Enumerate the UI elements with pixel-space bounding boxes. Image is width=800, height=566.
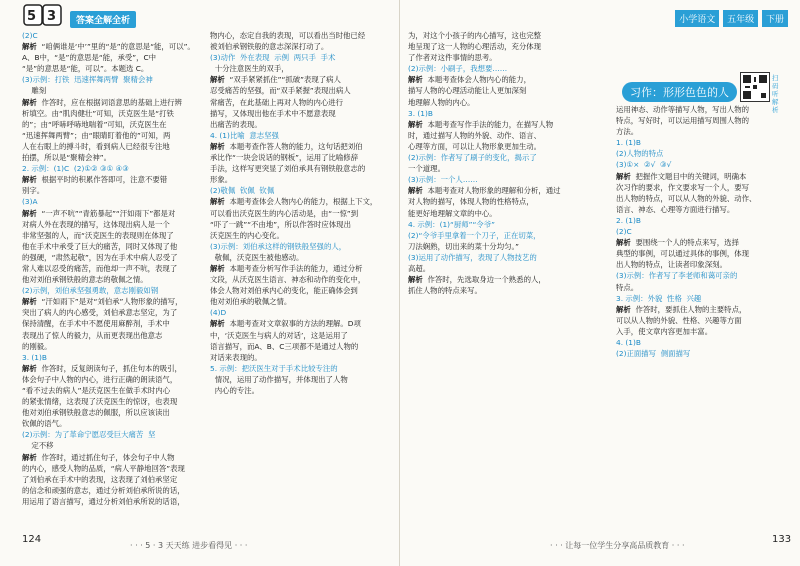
text-line: 物内心，态定自我的表现，可以看出当时他已经 <box>210 31 366 40</box>
text-line: 非常坚强的人，而“沃克医生的表现则在体现了 <box>22 230 174 240</box>
left-column-1 <box>22 30 200 507</box>
text-line: 人在右眼上的搏斗时，看到病人已经很专注地 <box>22 141 170 151</box>
text-line: 解析 作答时，通过抓住句子，体会句子中人物 <box>22 452 175 462</box>
text-line: 可以看出沃克医生的内心活动是，由“一惊”到 <box>210 208 359 218</box>
text-line: 抓住人物的特点来写。 <box>408 286 482 296</box>
text-line: 语言、神态、心理等方面进行描写。 <box>616 204 735 214</box>
text-line: 典型的事例，可以通过具体的事例，体现 <box>616 249 750 259</box>
text-line: 解析 “咱俩谁是‘中’”里的“是”的意思是“能，可以”。 <box>22 42 195 52</box>
analysis-label: 解析 <box>210 141 225 151</box>
text-line: 忍受痛苦的坚强，而“双手紧握”表现出病人 <box>210 86 351 96</box>
text-line: (2)示例：为了革命宁愿忍受巨大痛苦 坚 <box>22 430 156 440</box>
text-line: 被刘伯承钢铁般的意志深深打动了。 <box>210 42 329 52</box>
text-line: 入手，使文章内容更加丰富。 <box>616 326 713 336</box>
text-line: 敬佩，沃克医生被他感动。 <box>210 252 304 262</box>
text-line: 体会人物对刘伯承内心的变化，能正确体会到 <box>210 286 358 296</box>
page-number-left: 124 <box>22 534 42 545</box>
text-line: 地呈现了这一人物的心理活动，充分体现 <box>408 42 542 52</box>
text-line: (2)示例，刘伯承坚强勇敢，意志刚毅如钢 <box>22 286 159 296</box>
analysis-label: 解析 <box>616 171 631 181</box>
text-line: 文段，从沃克医生语言、神态和动作的变化中， <box>210 275 366 285</box>
text-line: 的内心，感受人物的品质，“病人平静地回答”表现 <box>22 463 185 473</box>
text-line: 刀法娴熟，切出来的菜十分均匀。” <box>408 241 519 251</box>
grade-tag-grade: 五年级 <box>723 10 758 27</box>
text-line: (2)示例：作者写了刷子的变化，揭示了 <box>408 153 537 163</box>
logo-icon <box>22 2 64 28</box>
analysis-label: 解析 <box>616 304 631 314</box>
text-line: 别字。 <box>22 186 45 196</box>
analysis-label: 解析 <box>22 97 37 107</box>
text-line: 描写人物的心理活动能让人更加深刻 <box>408 86 527 96</box>
page-number-right: 133 <box>772 534 792 545</box>
text-line: 手法，这样写更突显了刘伯承具有钢铁般意志的 <box>210 164 366 174</box>
text-line: 常痛苦，在此基础上再对人物的内心进行 <box>210 97 344 107</box>
text-line: 4. (1)B <box>616 337 641 347</box>
right-column-2 <box>616 104 794 359</box>
analysis-label: 解析 <box>408 75 423 85</box>
text-line: 3. (1)B <box>408 108 433 118</box>
text-line: 的紧张情绪，这表现了沃克医生的惊讶，也表现 <box>22 397 178 407</box>
qr-code-icon[interactable] <box>740 72 770 102</box>
text-line: “吓了一跳”“不由地”，所以作答时应体现出 <box>210 219 351 229</box>
text-line: 保持清醒，在手术中不愿使用麻醉剂，手术中 <box>22 319 170 329</box>
text-line: 2. (1)B <box>616 215 641 225</box>
text-line: 出人物的特点，让读者印象深刻。 <box>616 260 727 270</box>
text-line: (3)示例：作者写了李老师和蔼可亲的 <box>616 271 738 281</box>
text-line: 4. (1)比喻 意志坚强 <box>210 130 279 140</box>
text-line: 承比作“一块会说话的钢板”，运用了比喻修辞 <box>210 153 359 163</box>
text-line: 的强硬，“肃然起敬”，因为在手术中病人忍受了 <box>22 252 178 262</box>
text-line: 1. (1)B <box>616 138 641 148</box>
text-line: (3)示例：刘伯承这样的钢铁般坚强的人， <box>210 241 347 251</box>
analysis-label: 解析 <box>408 275 423 285</box>
text-line: 解析 作答时，要抓住人物的主要特点， <box>616 304 747 314</box>
text-line: 解析 本题考查体会人物内心的能力， <box>408 75 531 85</box>
text-line: 3. 示例：外貌 性格 兴趣 <box>616 293 702 303</box>
text-line: (2)正面描写 侧面描写 <box>616 349 691 359</box>
text-line: 2. 示例：(1)C (2)①② ③① ④③ <box>22 164 129 174</box>
text-line: “看不过去的病人”是沃克医生在做手术时内心 <box>22 386 171 395</box>
text-line: 雕刻 <box>22 86 47 96</box>
text-line: 方法。 <box>616 127 639 137</box>
text-line: 运用神态、动作等描写人物，写出人物的 <box>616 105 750 114</box>
text-line: 他对刘伯承的敬佩之情。 <box>210 297 292 307</box>
right-page <box>400 0 800 566</box>
analysis-label: 解析 <box>210 197 225 207</box>
analysis-label: 解析 <box>22 363 37 373</box>
text-line: 他对刘伯承钢铁般的意志的敬佩之情。 <box>22 275 148 285</box>
text-line: 了作者对这件事情的思考。 <box>408 53 497 63</box>
text-line: (2)敬佩 钦佩 钦佩 <box>210 186 275 196</box>
text-line: 解析 本题考查对文章叙事的方法的理解。D项 <box>210 319 361 329</box>
analysis-label: 解析 <box>616 238 631 248</box>
text-line: 能更好地理解文章的中心。 <box>408 208 497 218</box>
text-line: 的刚毅。 <box>22 341 52 351</box>
analysis-label: 解析 <box>22 297 37 307</box>
text-line: 析填空。由“肌肉健壮”可知，沃克医生是“打铁 <box>22 108 174 118</box>
text-line: 体会句子中人物的内心，进行正确的朗读语气， <box>22 374 178 384</box>
text-line: 解析 “一声不吭”“青筋暴起”“汗如雨下”都是对 <box>22 208 176 218</box>
footer-tagline-right: · · · 让每一位学生分享高品质教育 · · · <box>550 541 685 550</box>
text-line: 中，‘沃克医生与病人的对话’，这是运用了 <box>210 330 348 340</box>
text-line: 解析 根据平时的积累作答即可，注意不要错 <box>22 175 168 185</box>
text-line: 解析 本题考查体会人物内心的能力，根据上下文， <box>210 197 378 207</box>
right-column-1 <box>408 30 586 296</box>
text-line: 表现出了惊人的毅力，从而更表现出他意志 <box>22 330 163 340</box>
text-line: 情况，运用了动作描写，并体现出了人物 <box>210 374 348 384</box>
analysis-label: 解析 <box>22 452 37 462</box>
text-line: 语言描写，而A、B、C三项都不是通过人物的 <box>210 341 359 351</box>
analysis-label: 解析 <box>210 263 225 273</box>
text-line: “迅速挥舞两臂”；由“眼睛盯着他的”可知，两 <box>22 130 171 140</box>
text-line: (2)示例：小刷子，我想要…… <box>408 64 508 74</box>
text-line: 他对刘伯承钢铁般意志的佩服，所以应该读出 <box>22 408 170 418</box>
text-line: 解析 作答时，应在根据词语意思的基础上进行辨 <box>22 97 182 107</box>
text-line: (3)A <box>22 197 38 207</box>
text-line: 解析 本题考查作答人物的能力，这句话把刘伯 <box>210 141 363 151</box>
text-line: 沃克医生的内心变化。 <box>210 230 284 240</box>
analysis-label: 解析 <box>408 186 423 196</box>
text-line: 常人难以忍受的痛苦，而他却一声不吭，表现了 <box>22 263 178 273</box>
text-line: 5. 示例：把沃医生对于手术比较专注的 <box>210 363 338 373</box>
left-column-2 <box>210 30 388 396</box>
analysis-label: 解析 <box>210 75 225 85</box>
text-line: 特点，写好时，可以运用描写周围人物的 <box>616 116 750 126</box>
text-line: 4. 示例：(1)“厨师”“令爷” <box>408 219 495 229</box>
text-line: 的”；由“呼哧呼哧地喘着”可知，沃克医生在 <box>22 119 167 129</box>
footer-tagline-left: · · · 5 · 3 天天练 进步看得见 · · · <box>130 541 248 550</box>
text-line: 地理解人物的内心。 <box>408 97 475 107</box>
text-line: (3)①× ②√ ③√ <box>616 160 672 170</box>
text-line: 描写，又体现出他在手术中不愿意表现 <box>210 108 336 118</box>
grade-tag-volume: 下册 <box>762 10 788 27</box>
text-line: 解析 要围绕一个人的特点来写，选择 <box>616 238 739 248</box>
text-line: (3)示例：一个人…… <box>408 175 478 185</box>
grade-tag-subject: 小学语文 <box>675 10 719 27</box>
text-line: (2)人物的特点 <box>616 149 664 159</box>
text-line: 心理等方面，可以让人物形象更加生动。 <box>408 141 542 151</box>
text-line: 对病人外在表现的描写，这体现出病人是一个 <box>22 219 170 229</box>
text-line: 时，通过描写人物的外貌、动作、语言、 <box>408 130 542 140</box>
analysis-label: 解析 <box>22 175 37 185</box>
section-title: 习作：形形色色的人 <box>622 82 737 102</box>
text-line: 解析 本题考查分析写作手法的能力，通过分析 <box>210 263 363 273</box>
text-line: 解析 作答时，反复朗读句子，抓住句本的吸引， <box>22 363 182 373</box>
text-line: 3. (1)B <box>22 352 47 362</box>
text-line: 十分注意医生的双手， <box>210 64 289 74</box>
text-line: “是”的意思是“能，可以”。本题选 C。 <box>22 64 149 74</box>
analysis-label: 解析 <box>408 119 423 129</box>
text-line: 的信念和顽强的意志，通过分析刘伯承所说的话， <box>22 485 185 495</box>
text-line: 高超。 <box>408 263 431 273</box>
text-line: 出人物的特点，可以从人物的外貌、动作、 <box>616 193 757 203</box>
text-line: 了刘伯承在手术中的表现，这表现了刘伯承坚定 <box>22 474 178 484</box>
text-line: (3)运用了动作描写，表现了人物技艺的 <box>408 252 537 262</box>
text-line: (2)“令爷手里拿着一个刀子，正在切菜， <box>408 230 541 240</box>
text-line: (3)动作 外在表现 示例 两只手 手术 <box>210 53 336 63</box>
text-line: 特点。 <box>616 282 639 292</box>
text-line: 一个道理。 <box>408 164 445 174</box>
analysis-label: 解析 <box>22 208 37 218</box>
text-line: 内心的专注。 <box>210 386 260 395</box>
text-line: 形象。 <box>210 175 233 185</box>
qr-caption: 扫码听解析 <box>772 74 779 114</box>
text-line: 解析 把握作文题目中的关键词，明确本 <box>616 171 747 181</box>
svg-text:5: 5 <box>27 9 37 24</box>
text-line: (2)C <box>22 31 38 40</box>
text-line: (2)C <box>616 227 632 237</box>
text-line: 定不移 <box>22 441 54 451</box>
text-line: 可以从人物的外貌、性格、兴趣等方面 <box>616 315 742 325</box>
text-line: 解析 本题考查对人物形象的理解和分析，通过 <box>408 186 561 196</box>
text-line: (3)示例：打铁 迅速挥舞两臂 聚精会神 <box>22 75 153 85</box>
text-line: 次习作的要求，作文要求写一个人，要写 <box>616 182 750 192</box>
text-line: 他在手术中承受了巨大的痛苦，同时又体现了他 <box>22 241 178 251</box>
text-line: 拍摆，所以是“聚精会神”。 <box>22 153 111 163</box>
text-line: 突出了病人的内心感受，刘伯承意志坚定，为了 <box>22 308 178 318</box>
text-line: 解析 “汗如雨下”是对“刘伯承”人物形象的描写， <box>22 297 183 307</box>
grade-tags <box>674 10 788 27</box>
text-line: 解析 本题考查写作手法的能力，在描写人物 <box>408 119 554 129</box>
text-line: A、B中，“是”的意思是“能，承受”，C中 <box>22 53 157 63</box>
text-line: 对人物的描写，体现人物的性格特点， <box>408 197 534 207</box>
text-line: (4)D <box>210 308 227 318</box>
analysis-label: 解析 <box>210 319 225 329</box>
text-line: 钦佩的语气。 <box>22 419 67 429</box>
text-line: 为，对这个小孩子的内心描写，这也完整 <box>408 31 542 40</box>
text-line: 解析 作答时，先选取身边一个熟悉的人， <box>408 275 546 285</box>
answer-badge: 答案全解全析 <box>70 11 136 28</box>
text-line: 解析 “双手紧紧抓住”“抓破”表现了病人 <box>210 75 341 85</box>
analysis-label: 解析 <box>22 42 37 52</box>
text-line: 用运用了语言描写，通过分析刘伯承所说的话语， <box>22 496 185 506</box>
svg-text:3: 3 <box>47 9 57 24</box>
text-line: 出痛苦的表现。 <box>210 119 262 129</box>
text-line: 对话来表现的。 <box>210 352 262 362</box>
